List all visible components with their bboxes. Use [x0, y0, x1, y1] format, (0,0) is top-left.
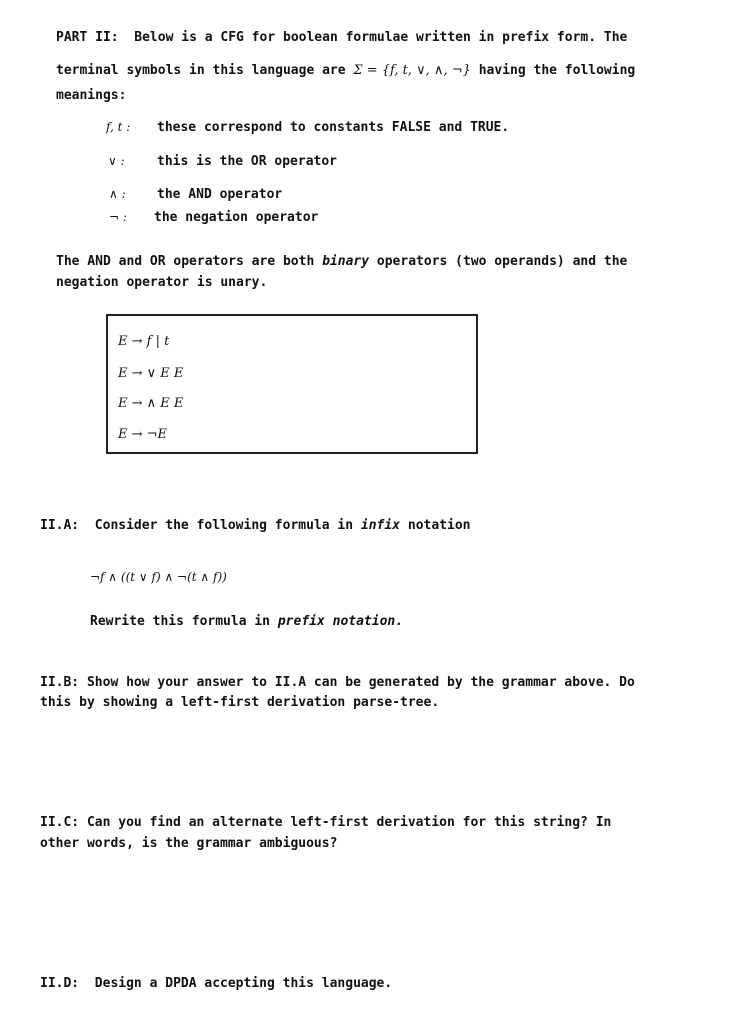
- question-b-line-2: this by showing a left-first derivation parse-tree.: [40, 695, 440, 710]
- rewrite-text: Rewrite this formula in: [90, 614, 271, 629]
- operators-line-1-em: binary: [322, 254, 370, 269]
- question-a-text: Consider the following formula in: [94, 518, 354, 533]
- meaning-not: the negation operator: [154, 210, 319, 225]
- operators-line-1-b: operators (two operands) and the: [376, 254, 628, 269]
- part-label: PART II:: [56, 30, 119, 45]
- alphabet: Σ = {f, t, ∨, ∧, ¬}: [353, 63, 471, 78]
- grammar-rule: E → ∧ E E: [118, 396, 184, 411]
- question-c-line-2: other words, is the grammar ambiguous?: [40, 836, 338, 851]
- symbol-ft: f, t :: [106, 120, 131, 134]
- question-d-text: Design a DPDA accepting this language.: [94, 976, 393, 991]
- grammar-rule: E → ¬E: [118, 427, 168, 442]
- question-a: [40, 518, 471, 533]
- grammar-box: [106, 314, 478, 454]
- question-a-label: II.A:: [40, 518, 80, 533]
- meaning-or: this is the OR operator: [157, 154, 338, 169]
- symbol-or: ∨ :: [108, 154, 125, 168]
- intro-line-3: meanings:: [56, 88, 127, 103]
- grammar-rule: E → f | t: [118, 334, 170, 349]
- meaning-ft: these correspond to constants FALSE and TRUE.: [157, 120, 510, 135]
- operators-line-1: [56, 254, 627, 269]
- rewrite-instruction: [90, 614, 403, 629]
- infix-formula: ¬f ∧ ((t ∨ f) ∧ ¬(t ∧ f)): [90, 570, 227, 584]
- grammar-rule: E → ∨ E E: [118, 366, 184, 381]
- question-d-label: II.D:: [40, 976, 80, 991]
- symbol-not: ¬ :: [109, 210, 127, 224]
- rewrite-em: prefix notation.: [277, 614, 404, 629]
- meaning-and: the AND operator: [157, 187, 283, 202]
- question-b-line-1: II.B: Show how your answer to II.A can be generated by the grammar above. Do: [40, 675, 635, 690]
- question-a-em: infix: [360, 518, 401, 533]
- intro-line-2-a: terminal symbols in this language are: [56, 63, 346, 78]
- intro-line-2: [56, 63, 635, 78]
- intro-line-1: Below is a CFG for boolean formulae written in prefix form. The: [134, 30, 628, 45]
- question-a-text-b: notation: [407, 518, 471, 533]
- symbol-and: ∧ :: [109, 187, 126, 201]
- intro-line-2-b: having the following: [478, 63, 636, 78]
- part-title: [56, 30, 627, 45]
- operators-line-1-a: The AND and OR operators are both: [56, 254, 315, 269]
- question-d: [40, 976, 392, 991]
- question-c-line-1: II.C: Can you find an alternate left-first derivation for this string? In: [40, 815, 612, 830]
- operators-line-2: negation operator is unary.: [56, 275, 268, 290]
